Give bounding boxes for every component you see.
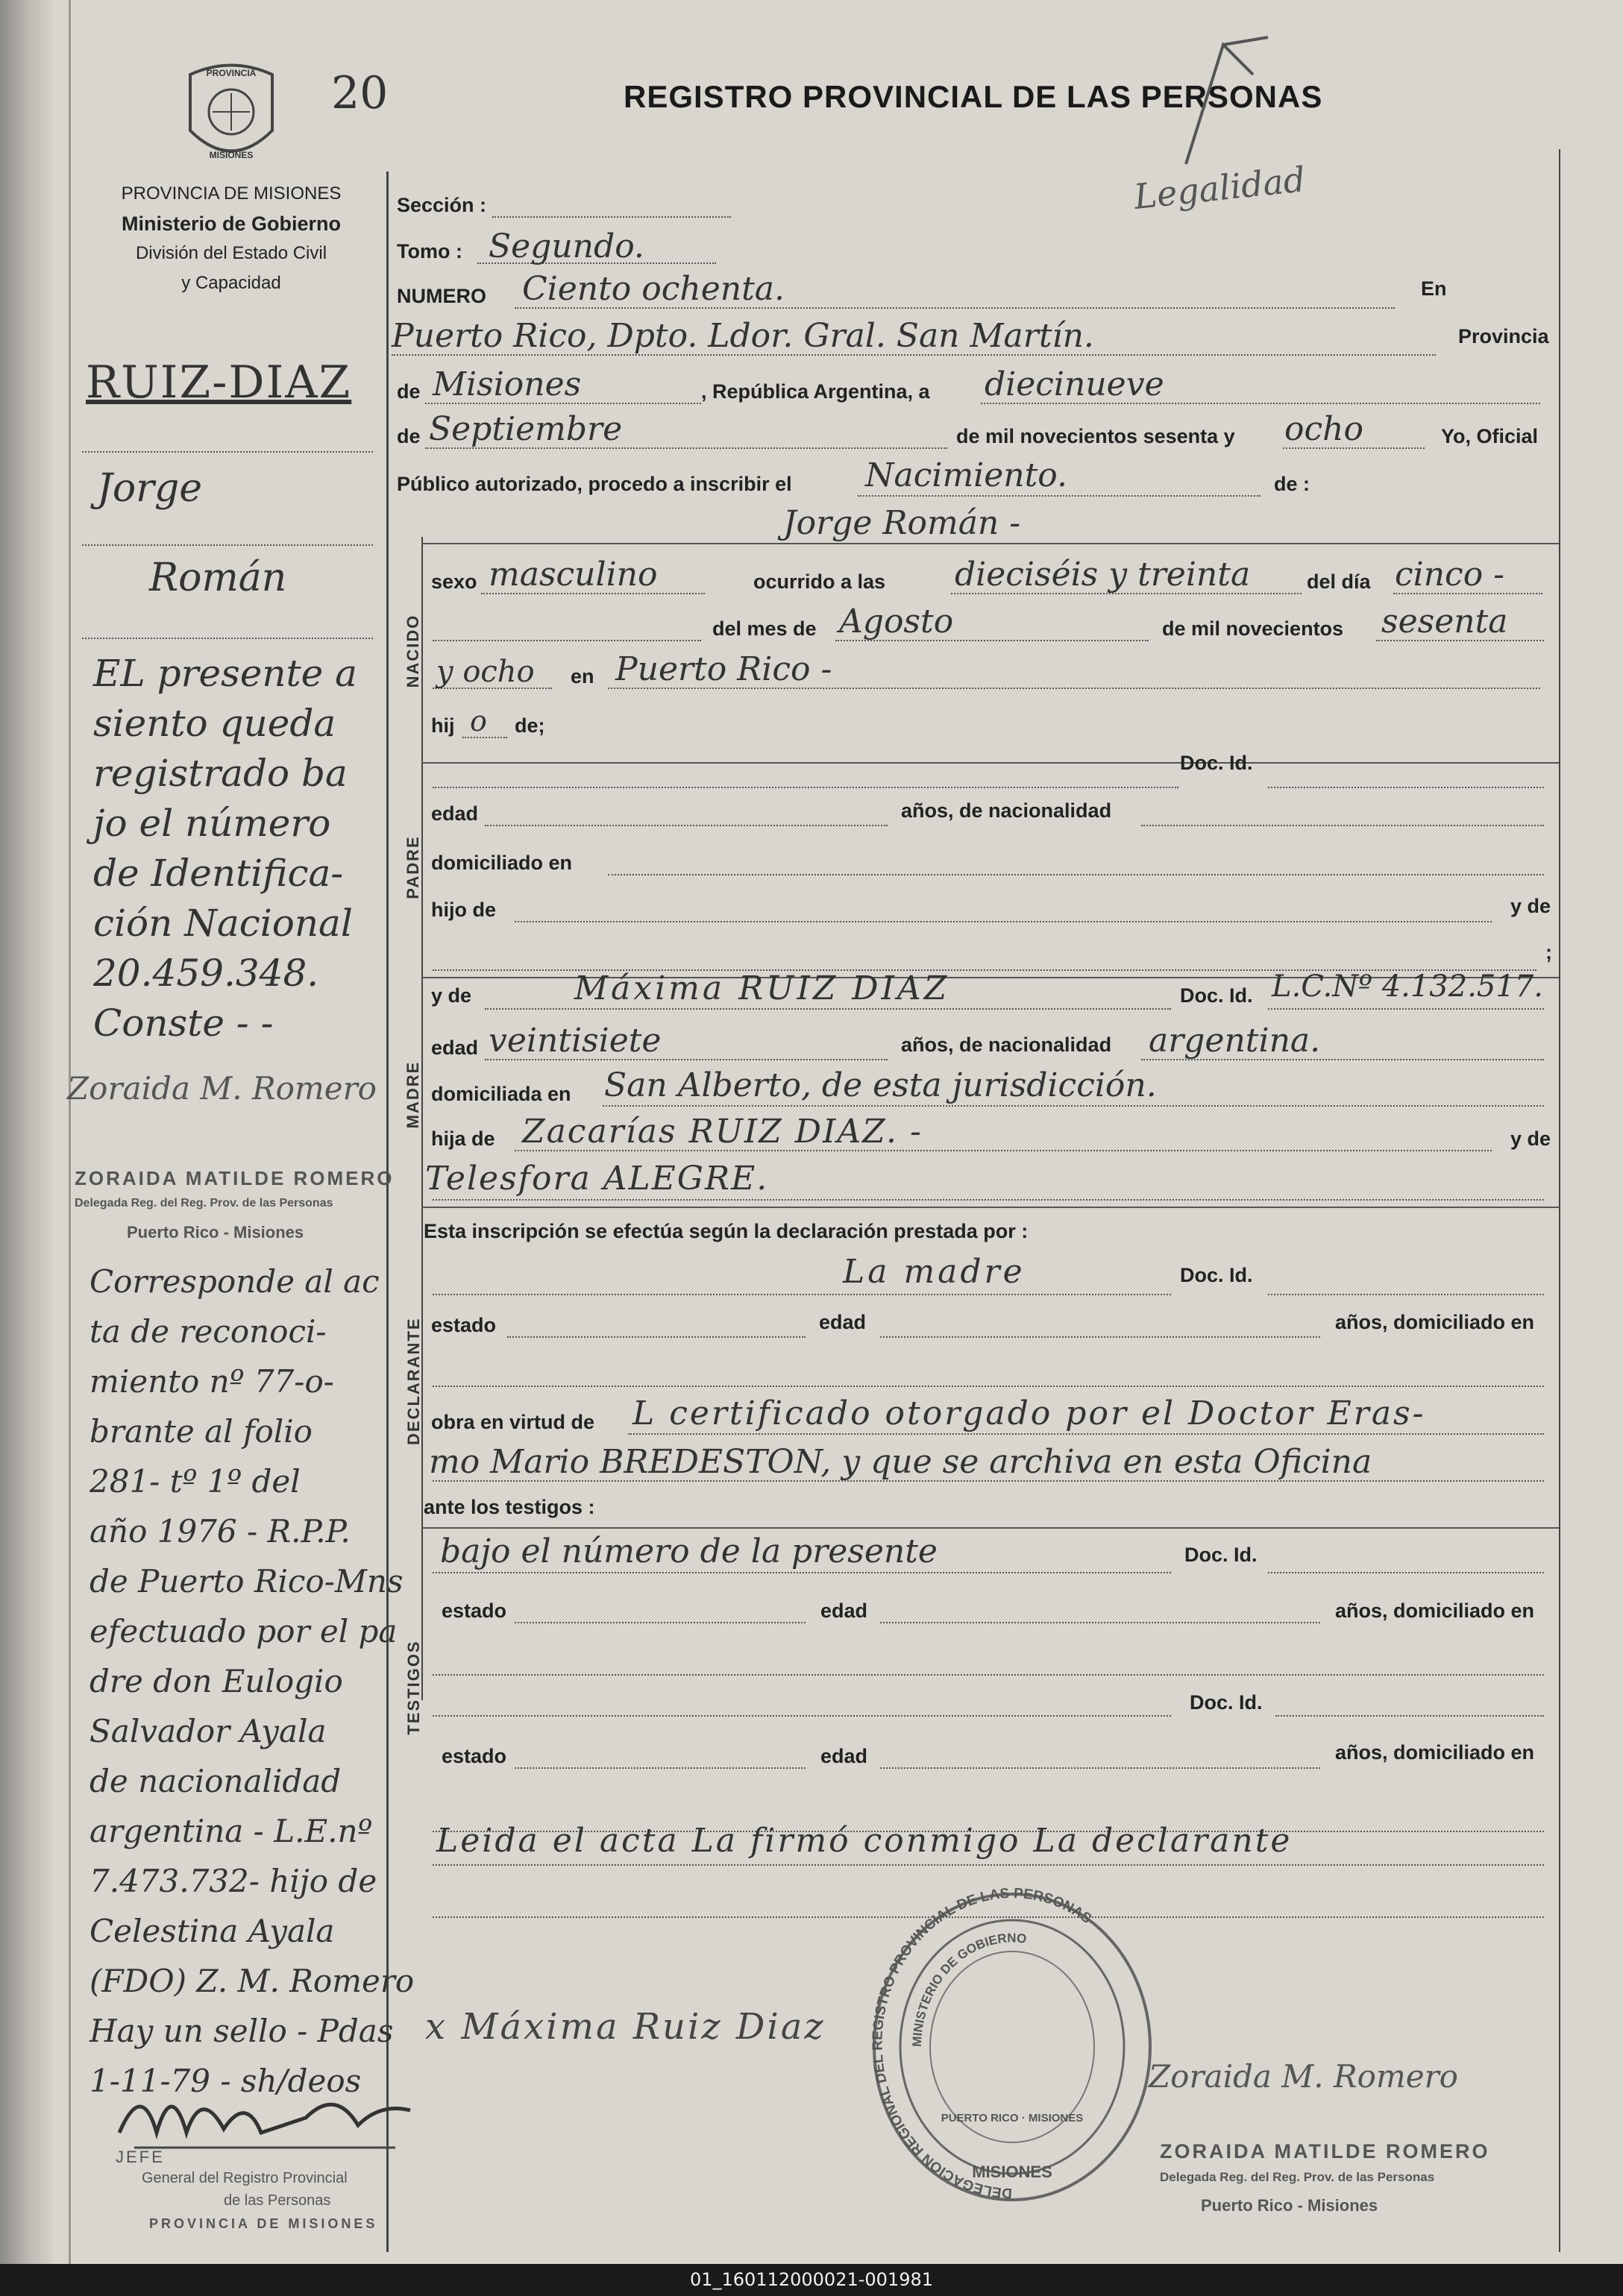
- place-value: Puerto Rico, Dpto. Ldor. Gral. San Martín.: [392, 317, 1094, 355]
- madre-bottom-line: [421, 1207, 1559, 1208]
- madre-anos-label: años, de nacionalidad: [901, 1034, 1112, 1056]
- padre-semicolon: ;: [1545, 941, 1552, 963]
- ministry-line4: y Capacidad: [181, 273, 281, 293]
- madre-yde-label: y de: [431, 984, 472, 1007]
- margin-line: [82, 544, 373, 546]
- annotation-line: dre don Eulogio: [90, 1663, 343, 1699]
- madre-mother-field: [433, 1199, 1544, 1201]
- annotation-line: brante al folio: [90, 1413, 313, 1450]
- book-binding-edge: [0, 0, 52, 2264]
- republica-label: , República Argentina, a: [701, 380, 930, 403]
- margin-bottom-stamp-1: JEFE: [116, 2148, 165, 2166]
- province-value: Misiones: [433, 365, 582, 403]
- madre-hija-label: hija de: [431, 1127, 495, 1150]
- margin-note-line: jo el número: [93, 802, 331, 845]
- month-value: Septiembre: [429, 410, 623, 448]
- en-label: En: [1421, 277, 1447, 300]
- publico-label: Público autorizado, procedo a inscribir el: [397, 473, 792, 495]
- annotation-line: efectuado por el pa: [90, 1613, 398, 1649]
- nacido-en-label: en: [571, 665, 594, 688]
- testigo2-edad-label: edad: [820, 1745, 868, 1767]
- provincial-emblem-icon: [183, 60, 280, 172]
- annotation-line: argentina - L.E.nº: [90, 1813, 373, 1849]
- seal-bottom2-text: MISIONES: [972, 2163, 1052, 2181]
- declarante-name-field: [433, 1294, 1171, 1295]
- testigo2-estado-field: [515, 1767, 806, 1769]
- madre-domiciliada-label: domiciliada en: [431, 1083, 571, 1105]
- testigo1-name-field: [433, 1572, 1171, 1573]
- madre-mother-value: Telesfora ALEGRE.: [425, 1160, 769, 1198]
- officer-stamp-role: Delegada Reg. del Reg. Prov. de las Personas: [1160, 2170, 1435, 2184]
- ministry-line1: PROVINCIA DE MISIONES: [121, 183, 342, 204]
- margin-signature: Zoraida M. Romero: [67, 1070, 377, 1107]
- madre-edad-label: edad: [431, 1037, 479, 1059]
- margin-bottom-stamp-2: General del Registro Provincial: [142, 2170, 348, 2186]
- testigos-intro-label: ante los testigos :: [424, 1496, 595, 1518]
- document-title: REGISTRO PROVINCIAL DE LAS PERSONAS: [624, 79, 1323, 114]
- madre-nationality-value: argentina.: [1149, 1022, 1321, 1060]
- margin-note-line: EL presente a: [93, 652, 357, 695]
- annotation-line: (FDO) Z. M. Romero: [90, 1963, 415, 1999]
- nacido-month-value: Agosto: [839, 603, 954, 641]
- padre-anos-label: años, de nacionalidad: [901, 799, 1112, 822]
- closing-text: Leida el acta La firmó conmigo La declarante: [436, 1822, 1293, 1860]
- declarante-domicile-field: [433, 1386, 1544, 1387]
- margin-line: [82, 638, 373, 639]
- tomo-label: Tomo :: [397, 240, 462, 262]
- testigo1-edad-label: edad: [820, 1600, 868, 1622]
- padre-hijo-label: hijo de: [431, 899, 496, 921]
- annotation-line: 1-11-79 - sh/deos: [90, 2063, 362, 2099]
- day-value: diecinueve: [985, 365, 1164, 403]
- declarant-signature: x Máxima Ruiz Diaz: [425, 2006, 826, 2048]
- ministry-line3: División del Estado Civil: [135, 243, 327, 263]
- declarante-intro: Esta inscripción se efectúa según la declaración prestada por :: [424, 1220, 1029, 1242]
- ocurrido-label: ocurrido a las: [753, 570, 886, 593]
- annotation-line: 281- tº 1º del: [90, 1463, 301, 1500]
- officer-stamp-name: ZORAIDA MATILDE ROMERO: [1160, 2140, 1490, 2163]
- seal-bottom-text: PUERTO RICO · MISIONES: [941, 2112, 1084, 2124]
- testigo1-edad-field: [880, 1622, 1320, 1623]
- year-value: ocho: [1284, 410, 1363, 448]
- de3-label: de :: [1274, 473, 1310, 495]
- madre-section-label: MADRE: [404, 1060, 422, 1129]
- padre-edad-field: [485, 825, 888, 826]
- padre-domicile-field: [608, 874, 1544, 875]
- obra-field-1: [628, 1433, 1544, 1435]
- child-name-line: [421, 543, 1559, 544]
- margin-note-line: siento queda: [93, 702, 336, 745]
- seal-outer-text: DELEGACION REGIONAL DEL REGISTRO PROVINCIAL DE LAS PERSONAS: [870, 1885, 1095, 2201]
- madre-domicile-value: San Alberto, de esta jurisdicción.: [604, 1066, 1157, 1104]
- obra-label: obra en virtud de: [431, 1411, 595, 1433]
- madre-yde2-label: y de: [1510, 1127, 1551, 1150]
- testigo2-doc-field: [1275, 1715, 1544, 1717]
- numero-label: NUMERO: [397, 285, 486, 307]
- annotation-line: ta de reconoci-: [90, 1313, 327, 1350]
- madre-edad-value: veintisiete: [489, 1022, 662, 1060]
- mil-label: de mil novecientos sesenta y: [956, 425, 1235, 447]
- top-annotation: Legalidad: [1131, 159, 1307, 217]
- margin-note-line: 20.459.348.: [93, 952, 319, 995]
- testigo2-edad-field: [880, 1767, 1320, 1769]
- annotation-line: 7.473.732- hijo de: [90, 1863, 377, 1899]
- madre-doc-field: [1268, 1008, 1544, 1010]
- emblem-bottom-label: MISIONES: [209, 150, 254, 160]
- annotation-line: Hay un sello - Pdas: [90, 2013, 394, 2049]
- annotation-line: miento nº 77-o-: [90, 1363, 334, 1400]
- act-field: [858, 495, 1261, 497]
- margin-note-line: Conste - -: [93, 1001, 274, 1045]
- officer-stamp-place: Puerto Rico - Misiones: [1201, 2196, 1378, 2215]
- padre-nat-field: [1141, 825, 1544, 826]
- testigo1-doc-field: [1268, 1572, 1544, 1573]
- margin-stamp-place: Puerto Rico - Misiones: [127, 1223, 304, 1242]
- nacido-line: [433, 640, 701, 641]
- madre-doc-label: Doc. Id.: [1180, 984, 1253, 1007]
- seal-inner-text: MINISTERIO DE GOBIERNO: [909, 1931, 1028, 2048]
- annotation-line: Salvador Ayala: [90, 1713, 327, 1749]
- margin-stamp-name: ZORAIDA MATILDE ROMERO: [75, 1167, 395, 1189]
- testigo2-estado-label: estado: [442, 1745, 507, 1767]
- nacido-mil-label: de mil novecientos: [1162, 617, 1344, 640]
- margin-surname: RUIZ-DIAZ: [86, 356, 352, 409]
- testigos-section-label: TESTIGOS: [404, 1640, 423, 1735]
- margin-bottom-stamp-3: de las Personas: [224, 2192, 331, 2209]
- margin-bottom-stamp-4: PROVINCIA DE MISIONES: [149, 2216, 378, 2231]
- nacido-year-value-2: y ocho: [436, 655, 535, 689]
- madre-name-value: Máxima RUIZ DIAZ: [574, 969, 950, 1007]
- nacido-section-label: NACIDO: [404, 614, 422, 688]
- nacido-de-label: de;: [515, 714, 545, 737]
- numero-value: Ciento ochenta.: [522, 270, 785, 308]
- closing-line-1: [433, 1864, 1544, 1866]
- padre-yde-label: y de: [1510, 895, 1551, 917]
- declarante-section-label: DECLARANTE: [404, 1317, 423, 1445]
- testigo1-doc-label: Doc. Id.: [1184, 1544, 1258, 1566]
- annotation-scribble-icon: [1141, 30, 1275, 172]
- sexo-label: sexo: [431, 570, 477, 593]
- seccion-field: [492, 216, 731, 218]
- declarante-edad-field: [880, 1336, 1320, 1338]
- child-name: Jorge Román -: [783, 504, 1021, 542]
- madre-father-value: Zacarías RUIZ DIAZ. -: [522, 1113, 923, 1151]
- testigo1-anos-label: años, domiciliado en: [1335, 1600, 1535, 1622]
- annotation-line: año 1976 - R.P.P.: [90, 1513, 351, 1550]
- margin-first-name: Jorge: [97, 466, 203, 511]
- annotation-line: Corresponde al ac: [90, 1263, 380, 1300]
- testigo1-estado-field: [515, 1622, 806, 1623]
- image-caption: 01_160112000021-001981: [0, 2264, 1623, 2296]
- sexo-value: masculino: [489, 556, 658, 594]
- padre-domiciliado-label: domiciliado en: [431, 852, 573, 874]
- obra-value-1: L certificado otorgado por el Doctor Eras-: [632, 1394, 1426, 1432]
- padre-edad-label: edad: [431, 802, 479, 825]
- padre-name-field: [433, 787, 1178, 788]
- margin-note-line: ción Nacional: [93, 902, 353, 945]
- seccion-label: Sección :: [397, 194, 487, 216]
- obra-value-2: mo Mario BREDESTON, y que se archiva en esta Oficina: [429, 1443, 1372, 1481]
- madre-domicile-field: [603, 1105, 1544, 1107]
- officer-signature: Zoraida M. Romero: [1149, 2058, 1458, 2095]
- padre-doc-label: Doc. Id.: [1180, 752, 1253, 774]
- de-label: de: [397, 380, 421, 403]
- ministry-header: [75, 179, 388, 298]
- act-value: Nacimiento.: [865, 456, 1068, 494]
- padre-section-label: PADRE: [404, 835, 422, 899]
- nacido-place-value: Puerto Rico -: [615, 650, 832, 688]
- margin-second-name: Román: [149, 556, 287, 600]
- binding-fold-line: [69, 0, 71, 2264]
- margin-stamp-role: Delegada Reg. del Reg. Prov. de las Personas: [75, 1197, 333, 1210]
- declarante-edad-label: edad: [819, 1311, 867, 1333]
- margin-note-line: registrado ba: [93, 752, 348, 795]
- nacido-year-value-1: sesenta: [1381, 603, 1508, 641]
- testigo2-anos-label: años, domiciliado en: [1335, 1741, 1535, 1764]
- right-border: [1559, 149, 1560, 2252]
- tomo-value: Segundo.: [489, 227, 644, 265]
- emblem-top-label: PROVINCIA: [206, 68, 257, 78]
- mes-label: del mes de: [712, 617, 817, 640]
- testigo1-domicile-field: [433, 1674, 1544, 1676]
- annotation-line: de Puerto Rico-Mns: [90, 1563, 404, 1600]
- time-value: dieciséis y treinta: [955, 556, 1251, 594]
- margin-note-line: de Identifica-: [93, 852, 344, 895]
- dia-label: del día: [1307, 570, 1371, 593]
- oficial-label: Yo, Oficial: [1441, 425, 1539, 447]
- padre-hijo-field: [515, 921, 1492, 922]
- declarante-estado-field: [507, 1336, 806, 1338]
- annotation-line: de nacionalidad: [90, 1763, 342, 1799]
- annotation-line: Celestina Ayala: [90, 1913, 335, 1949]
- testigo2-doc-label: Doc. Id.: [1190, 1691, 1263, 1714]
- testigo1-estado-label: estado: [442, 1600, 507, 1622]
- nacido-bottom-line: [421, 762, 1559, 764]
- declarante-estado-label: estado: [431, 1314, 497, 1336]
- madre-name-field: [485, 1008, 1171, 1010]
- provincia-label: Provincia: [1458, 325, 1549, 347]
- testigo1-value: bajo el número de la presente: [440, 1532, 938, 1570]
- declarante-anos-label: años, domiciliado en: [1335, 1311, 1535, 1333]
- declarante-doc-field: [1268, 1294, 1544, 1295]
- declarante-bottom-line: [421, 1527, 1559, 1529]
- declarante-name-value: La madre: [843, 1253, 1026, 1291]
- hijo-value: o: [470, 705, 487, 737]
- madre-doc-value: L.C.Nº 4.132.517.: [1272, 969, 1543, 1004]
- hijo-label: hij: [431, 714, 455, 737]
- margin-note: [93, 649, 384, 1048]
- declarante-doc-label: Doc. Id.: [1180, 1264, 1253, 1286]
- page-number: 20: [331, 67, 389, 119]
- ministry-line2: Ministerio de Gobierno: [121, 213, 342, 235]
- margin-line: [82, 451, 373, 453]
- testigo2-name-field: [433, 1715, 1171, 1717]
- padre-doc-field: [1268, 787, 1544, 788]
- de2-label: de: [397, 425, 421, 447]
- official-seal-icon: [869, 1883, 1156, 2211]
- nacido-day-value: cinco -: [1395, 556, 1505, 594]
